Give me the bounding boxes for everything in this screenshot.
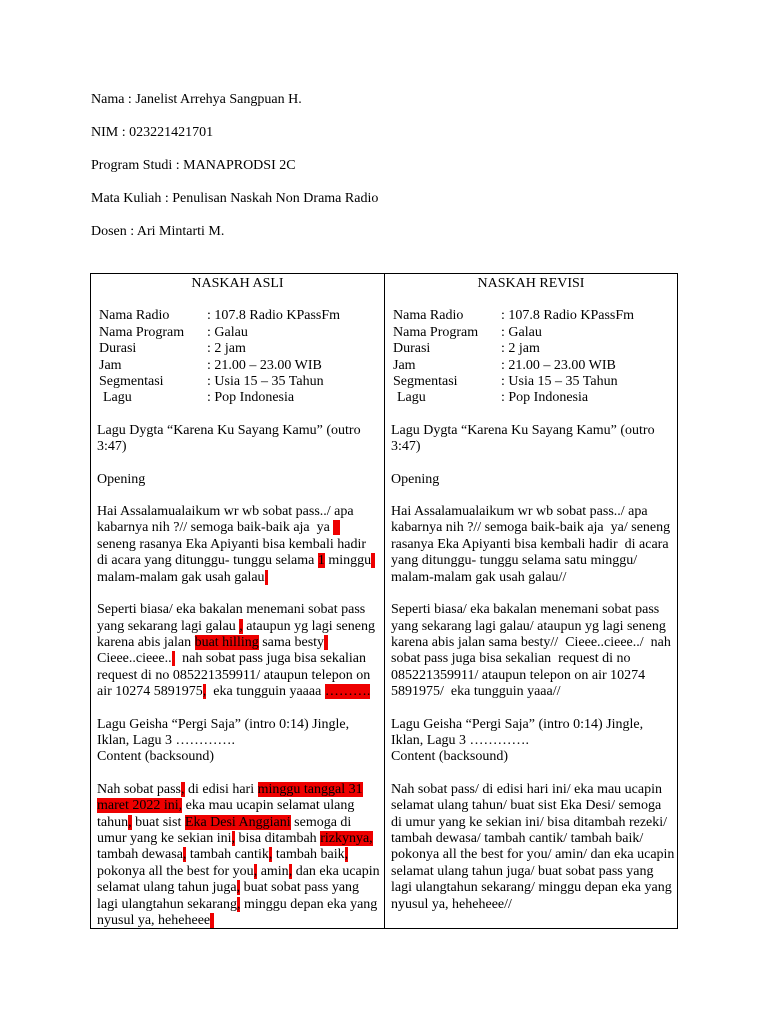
highlighted-text <box>265 570 269 585</box>
highlighted-text: , <box>231 830 236 846</box>
text-segment: malam-malam gak usah galau <box>97 569 265 585</box>
script-line <box>97 553 378 569</box>
script-line <box>391 520 671 536</box>
original-script-column <box>91 274 384 928</box>
text-segment: seneng rasanya Eka Apiyanti bisa kembali hadir <box>97 536 367 552</box>
text-segment: Hai Assalamualaikum wr wb sobat pass../ apa <box>391 504 648 520</box>
highlighted-text <box>324 635 328 650</box>
script-line <box>97 717 378 733</box>
text-segment: Iklan, Lagu 3 …………. <box>391 732 530 748</box>
text-segment: tambah baik <box>272 847 345 863</box>
script-body <box>97 423 378 930</box>
highlighted-text: minggu tanggal 31 <box>257 781 363 797</box>
highlighted-text: , <box>253 863 258 879</box>
text-segment: minggu <box>324 553 372 569</box>
text-segment: Iklan, Lagu 3 …………. <box>97 732 236 748</box>
text-segment: yang ditunggu- tunggu selama satu minggu/ <box>391 553 638 569</box>
script-line <box>391 847 675 863</box>
meta-row <box>97 308 378 324</box>
script-line <box>391 651 671 667</box>
text-segment: pokonya all the best for you/ amin/ dan eka ucapin <box>391 847 675 863</box>
text-segment: dan eka ucapin <box>292 863 380 879</box>
text-segment: amin <box>257 863 289 879</box>
script-line <box>97 439 378 455</box>
script-paragraph <box>97 472 378 488</box>
meta-row <box>391 390 671 406</box>
script-line <box>97 815 378 831</box>
meta-row <box>391 308 671 324</box>
script-line <box>391 782 671 798</box>
highlighted-text: , <box>128 814 132 830</box>
highlighted-text: , <box>288 863 293 879</box>
meta-key: Nama Radio <box>99 308 170 324</box>
text-segment: yang sekarang lagi galau/ ataupun yg lagi seneng <box>391 618 666 634</box>
script-line <box>391 815 671 831</box>
meta-row <box>391 374 671 390</box>
text-segment: sobat pass juga bisa sekalian request di no <box>391 651 631 667</box>
meta-row <box>391 325 671 341</box>
script-line <box>97 635 378 651</box>
meta-value: : 21.00 – 23.00 WIB <box>207 357 322 373</box>
text-segment: nyusul ya, heheheee// <box>391 896 512 912</box>
script-paragraph <box>391 504 671 586</box>
text-segment: sama besty <box>258 634 325 650</box>
script-line <box>97 798 378 814</box>
student-info <box>91 92 378 257</box>
text-segment: di umur yang ke sekian ini/ bisa ditambah rezeki/ <box>391 814 668 830</box>
meta-key: Jam <box>393 357 416 373</box>
meta-key: Lagu <box>397 390 426 406</box>
meta-key: Nama Program <box>99 324 185 340</box>
script-line <box>97 619 378 635</box>
student-name: Nama : Janelist Arrehya Sangpuan H. <box>91 92 302 107</box>
highlighted-text: buat hilling <box>194 634 259 650</box>
meta-row <box>97 341 378 357</box>
lecturer-name: Dosen : Ari Mintarti M. <box>91 224 225 239</box>
script-line <box>97 847 378 863</box>
script-paragraph <box>391 472 671 488</box>
script-line <box>391 668 671 684</box>
script-paragraph <box>97 717 378 766</box>
script-line <box>97 602 378 618</box>
script-line <box>391 439 671 455</box>
text-segment: karena abis jalan sama besty// Cieee..cieee../ nah <box>391 634 671 650</box>
text-segment: malam-malam gak usah galau// <box>391 569 567 585</box>
script-line <box>391 684 671 700</box>
script-line <box>391 749 671 765</box>
script-paragraph <box>391 717 671 766</box>
meta-row <box>97 390 378 406</box>
text-segment: 085221359911/ ataupun telepon on air 10274 <box>391 667 646 683</box>
script-line <box>391 537 671 553</box>
script-line <box>391 423 671 439</box>
meta-key: Segmentasi <box>99 374 164 390</box>
meta-value: : Galau <box>501 324 542 340</box>
text-segment: selamat ulang tahun juga/ buat sobat pass yang <box>391 863 654 879</box>
meta-value: : Galau <box>207 324 248 340</box>
text-segment: di acara yang ditunggu- tunggu selama <box>97 553 318 569</box>
script-paragraph <box>391 781 675 913</box>
script-comparison-table <box>90 273 678 929</box>
text-segment: pokonya all the best for you <box>97 863 254 879</box>
script-line <box>97 831 378 847</box>
highlighted-text: , <box>268 847 273 863</box>
text-segment: lagi ulangtahun sekarang/ minggu depan eka yang <box>391 880 672 896</box>
meta-value: : Pop Indonesia <box>501 390 589 406</box>
highlighted-text <box>371 553 375 568</box>
meta-row <box>97 325 378 341</box>
highlighted-text: ………. <box>324 684 371 700</box>
text-segment: nah sobat pass juga bisa sekalian <box>175 651 367 667</box>
script-line <box>97 864 378 880</box>
script-line <box>391 831 671 847</box>
script-line <box>391 733 671 749</box>
text-segment: semoga di <box>290 814 352 830</box>
script-line <box>391 897 671 913</box>
script-line <box>391 798 671 814</box>
text-segment: air 10274 5891975 <box>97 684 203 700</box>
meta-value: : Pop Indonesia <box>207 390 295 406</box>
highlighted-text <box>210 913 214 928</box>
text-segment: 5891975/ eka tungguin yaaa// <box>391 684 561 700</box>
text-segment: Lagu Dygta “Karena Ku Sayang Kamu” (outro <box>391 422 655 438</box>
script-line <box>97 668 378 684</box>
text-segment: request di no 085221359911/ ataupun telepon on <box>97 667 371 683</box>
script-line <box>97 423 378 439</box>
text-segment: Cieee..cieee.. <box>97 651 172 667</box>
meta-key: Nama Program <box>393 324 479 340</box>
text-segment: kabarnya nih ?// semoga baik-baik aja ya <box>97 520 334 536</box>
meta-value: : 21.00 – 23.00 WIB <box>501 357 616 373</box>
text-segment: yang sekarang lagi galau <box>97 618 240 634</box>
script-paragraph <box>97 504 378 586</box>
text-segment: tahun <box>97 814 129 830</box>
text-segment: Content (backsound) <box>391 749 509 765</box>
text-segment: eka tungguin yaaaa <box>206 684 325 700</box>
highlighted-text: , <box>239 618 243 634</box>
highlighted-text: , <box>182 847 187 863</box>
text-segment: eka mau ucapin selamat ulang <box>182 798 355 814</box>
text-segment: Lagu Geisha “Pergi Saja” (intro 0:14) Jingle, <box>391 716 644 732</box>
meta-row <box>391 358 671 374</box>
script-line <box>97 749 378 765</box>
text-segment: Nah sobat pass <box>97 781 181 797</box>
text-segment: buat sist <box>131 814 185 830</box>
script-line <box>97 782 378 798</box>
program-meta <box>391 308 671 406</box>
study-program: Program Studi : MANAPRODSI 2C <box>91 158 296 173</box>
script-line <box>391 602 671 618</box>
meta-key: Nama Radio <box>393 308 464 324</box>
script-paragraph <box>391 602 671 700</box>
text-segment: umur yang ke sekian ini <box>97 830 232 846</box>
text-segment: Opening <box>97 471 146 487</box>
text-segment: rasanya Eka Apiyanti bisa kembali hadir di acara <box>391 536 669 552</box>
meta-value: : 107.8 Radio KPassFm <box>207 308 341 324</box>
meta-key: Jam <box>99 357 122 373</box>
script-line <box>97 520 378 536</box>
script-line <box>391 504 671 520</box>
highlighted-text: maret 2022 ini, <box>97 798 183 814</box>
script-paragraph <box>97 602 378 700</box>
text-segment: selamat ulang tahun/ buat sist Eka Desi/ semoga <box>391 798 662 814</box>
meta-value: : Usia 15 – 35 Tahun <box>501 374 618 390</box>
text-segment: karena abis jalan <box>97 634 195 650</box>
script-line <box>97 913 378 929</box>
text-segment: selamat ulang tahun juga <box>97 880 237 896</box>
highlighted-text: , <box>236 880 241 896</box>
meta-value: : 2 jam <box>501 341 540 357</box>
script-line <box>97 472 378 488</box>
script-line <box>97 733 378 749</box>
script-body <box>391 422 675 913</box>
highlighted-text: Eka Desi Anggiani <box>184 814 291 830</box>
text-segment: Content (backsound) <box>97 749 215 765</box>
text-segment: 3:47) <box>391 439 421 455</box>
highlighted-text: 1 <box>317 553 325 569</box>
text-segment: buat sobat pass yang <box>240 880 360 896</box>
highlighted-text: , <box>344 847 349 863</box>
script-line <box>391 635 671 651</box>
revised-script-column <box>384 274 677 928</box>
text-segment: Hai Assalamualaikum wr wb sobat pass../ apa <box>97 504 354 520</box>
highlighted-text: , <box>236 896 241 912</box>
text-segment: ataupun yg lagi seneng <box>242 618 375 634</box>
script-line <box>391 864 671 880</box>
text-segment: Opening <box>391 471 440 487</box>
meta-value: : 2 jam <box>207 341 246 357</box>
highlighted-text: , <box>202 684 207 700</box>
script-line <box>97 897 378 913</box>
script-paragraph <box>97 423 378 456</box>
script-line <box>391 717 671 733</box>
text-segment: Lagu Geisha “Pergi Saja” (intro 0:14) Jingle, <box>97 716 350 732</box>
text-segment: kabarnya nih ?// semoga baik-baik aja ya/ seneng <box>391 520 671 536</box>
program-meta <box>97 308 378 406</box>
meta-key: Segmentasi <box>393 374 458 390</box>
script-line <box>391 570 671 586</box>
text-segment: Seperti biasa/ eka bakalan menemani sobat pass <box>391 602 660 618</box>
meta-key: Lagu <box>103 390 132 406</box>
script-line <box>97 684 378 700</box>
student-nim: NIM : 023221421701 <box>91 125 214 140</box>
meta-value: : 107.8 Radio KPassFm <box>501 308 635 324</box>
script-line <box>391 880 671 896</box>
text-segment: minggu depan eka yang <box>240 896 378 912</box>
text-segment: tambah dewasa/ tambah cantik/ tambah baik/ <box>391 830 644 846</box>
highlighted-text <box>333 520 340 535</box>
meta-key: Durasi <box>393 341 431 357</box>
meta-row <box>391 341 671 357</box>
text-segment: Lagu Dygta “Karena Ku Sayang Kamu” (outro <box>97 422 361 438</box>
meta-value: : Usia 15 – 35 Tahun <box>207 374 324 390</box>
course-name: Mata Kuliah : Penulisan Naskah Non Drama Radio <box>91 191 379 206</box>
script-paragraph <box>97 782 378 930</box>
highlighted-text: , <box>181 781 185 797</box>
text-segment: lagi ulangtahun sekarang <box>97 896 237 912</box>
text-segment: tambah dewasa <box>97 847 183 863</box>
script-line <box>97 570 378 586</box>
text-segment: tambah cantik <box>186 847 269 863</box>
text-segment: bisa ditambah <box>235 830 321 846</box>
text-segment: 3:47) <box>97 439 127 455</box>
text-segment: Nah sobat pass/ di edisi hari ini/ eka mau ucapin <box>391 781 662 797</box>
script-line <box>97 880 378 896</box>
script-paragraph <box>391 423 671 456</box>
script-line <box>391 553 671 569</box>
meta-row <box>97 374 378 390</box>
script-line <box>97 504 378 520</box>
meta-row <box>97 358 378 374</box>
script-line <box>97 537 378 553</box>
text-segment: nyusul ya, heheheee <box>97 913 211 928</box>
script-line <box>391 619 671 635</box>
meta-key: Durasi <box>99 341 137 357</box>
column-heading: NASKAH REVISI <box>477 276 585 291</box>
highlighted-text: rizkynya, <box>320 830 373 846</box>
text-segment: Seperti biasa/ eka bakalan menemani sobat pass <box>97 602 366 618</box>
script-line <box>391 472 671 488</box>
script-line <box>97 651 378 667</box>
column-heading: NASKAH ASLI <box>191 276 284 291</box>
text-segment: di edisi hari <box>184 781 258 797</box>
